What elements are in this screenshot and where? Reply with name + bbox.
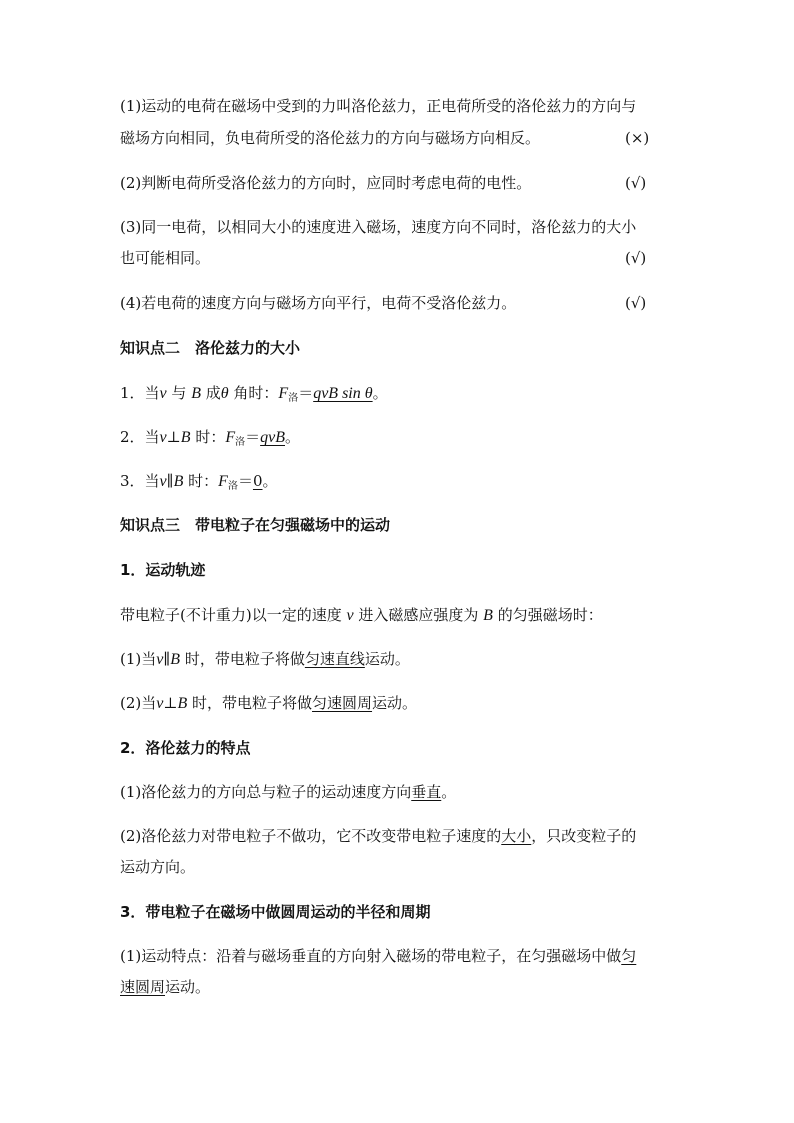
answer-blank: 垂直	[411, 783, 442, 801]
section-2-title: 知识点二 洛伦兹力的大小	[120, 339, 301, 357]
subheading-trajectory: 1．运动轨迹	[120, 561, 206, 579]
question-1-line-1: (1)运动的电荷在磁场中受到的力叫洛伦兹力，正电荷所受的洛伦兹力的方向与	[120, 97, 637, 115]
question-4-mark: (√)	[625, 294, 647, 312]
question-3-line-1: (3)同一电荷，以相同大小的速度进入磁场，速度方向不同时，洛伦兹力的大小	[120, 218, 637, 236]
section-3-title: 知识点三 带电粒子在匀强磁场中的运动	[120, 516, 391, 534]
subheading-radius-period: 3．带电粒子在磁场中做圆周运动的半径和周期	[120, 903, 431, 921]
question-1-mark: (×)	[625, 129, 650, 147]
question-2-mark: (√)	[625, 174, 647, 192]
question-1-line-2: 磁场方向相同，负电荷所受的洛伦兹力的方向与磁场方向相反。	[120, 129, 541, 147]
answer-blank: 大小	[501, 827, 532, 845]
trajectory-intro: 带电粒子(不计重力)以一定的速度 v 进入磁感应强度为 B 的匀强磁场时：	[120, 606, 603, 624]
answer-blank: 匀速直线	[304, 650, 365, 668]
answer-blank: 匀	[621, 947, 637, 965]
answer-blank: 速圆周	[120, 978, 166, 996]
trajectory-case-1: (1)当v∥B 时，带电粒子将做匀速直线运动。	[120, 650, 410, 668]
feature-1: (1)洛伦兹力的方向总与粒子的运动速度方向垂直。	[120, 783, 457, 801]
formula-item-3: 3．当v∥B 时：$F_洛=0$。	[120, 472, 278, 492]
question-3-line-2: 也可能相同。	[120, 249, 211, 267]
answer-blank: 匀速圆周	[312, 694, 373, 712]
motion-feature-line-2: 速圆周运动。	[120, 978, 211, 996]
feature-2-line-1: (2)洛伦兹力对带电粒子不做功，它不改变带电粒子速度的大小，只改变粒子的	[120, 827, 637, 845]
question-3-mark: (√)	[625, 249, 647, 267]
formula-item-1: 1．当v 与 B 成θ 角时：$F_洛=qvB$ sin θ。	[120, 384, 388, 404]
motion-feature-line-1: (1)运动特点：沿着与磁场垂直的方向射入磁场的带电粒子，在匀强磁场中做匀	[120, 947, 637, 965]
trajectory-case-2: (2)当v⊥B 时，带电粒子将做匀速圆周运动。	[120, 694, 418, 712]
question-2-line-1: (2)判断电荷所受洛伦兹力的方向时，应同时考虑电荷的电性。	[120, 174, 532, 192]
subheading-force-features: 2．洛伦兹力的特点	[120, 739, 251, 757]
feature-2-line-2: 运动方向。	[120, 858, 196, 876]
answer-blank: qvB	[260, 429, 285, 446]
formula-item-2: 2．当v⊥B 时：$F_洛=qvB$。	[120, 428, 301, 448]
answer-blank: 0	[252, 472, 263, 490]
question-4-line-1: (4)若电荷的速度方向与磁场方向平行，电荷不受洛伦兹力。	[120, 294, 517, 312]
answer-blank: qvB sin θ	[313, 385, 373, 402]
